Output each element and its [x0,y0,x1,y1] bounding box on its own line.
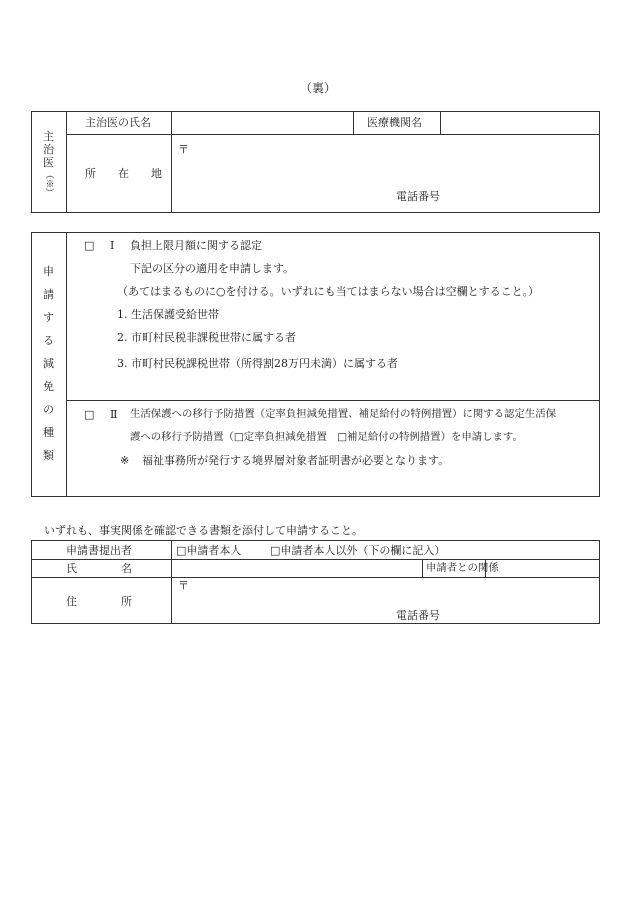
reduction-side-char: 類 [43,449,54,462]
doctor-name-field[interactable] [176,117,346,129]
reduction-side-char: 種 [43,426,54,439]
option2-note-mark: ※ [120,454,130,467]
reduction-side-char: る [43,334,54,347]
option1-item[interactable]: 3. 市町村民税課税世帯（所得割28万円未満）に属する者 [117,357,398,370]
option1-numeral: Ⅰ [110,239,115,252]
submitter-label: 申請書提出者 [66,544,132,557]
reduction-side-char: 請 [43,288,54,301]
institution-label: 医療機関名 [367,116,422,129]
submitter-name-label: 氏 名 [66,562,132,575]
doctor-address-field[interactable] [190,140,590,190]
option1-instruction: 下記の区分の適用を申請します。 [130,262,295,275]
reduction-side-char: 減 [43,357,54,370]
option2-checkbox[interactable]: □ [84,408,95,421]
institution-field[interactable] [445,117,595,129]
submitter-option-other[interactable]: □申請者本人以外（下の欄に記入） [270,544,446,557]
attachment-note: いずれも、事実関係を確認できる書類を添付して申請すること。 [44,524,363,537]
submitter-name-field[interactable] [174,561,418,575]
doctor-phone-label: 電話番号 [396,190,440,203]
submitter-address-label: 住 所 [66,595,132,608]
reduction-side-char: 免 [43,380,54,393]
doctor-address-label: 所 在 地 [85,167,162,180]
doctor-postal-mark: 〒 [178,143,189,156]
submitter-address-field[interactable] [190,580,590,606]
option2-line1: 生活保護への移行予防措置（定率負担減免措置、補足給付の特例措置）に関する認定生活保 [130,408,557,420]
relation-label: 申請者との関係 [426,562,499,574]
reduction-side-char: の [43,403,54,416]
reduction-side-char: 申 [43,265,54,278]
option1-checkbox[interactable]: □ [84,239,95,252]
doctor-side-label [31,130,66,197]
option1-note: （あてはまるものに○を付ける。いずれにも当てはまらない場合は空欄とすること。） [117,285,540,298]
option2-numeral: Ⅱ [110,408,118,421]
doctor-side-char: 治 [43,143,54,156]
option1-title: 負担上限月額に関する認定 [130,239,262,252]
relation-field[interactable] [488,561,596,575]
submitter-postal-mark: 〒 [178,579,189,592]
doctor-side-char: 主 [43,130,54,143]
option1-item[interactable]: 2. 市町村民税非課税世帯に属する者 [117,331,296,344]
doctor-side-char: （※） [43,170,54,197]
page-heading: （裏） [300,81,337,95]
submitter-option-self[interactable]: □申請者本人 [176,544,242,557]
option2-line2: 護への移行予防措置（□定率負担減免措置 □補足給付の特例措置）を申請します。 [130,431,523,443]
option1-item[interactable]: 1. 生活保護受給世帯 [117,308,219,321]
reduction-side-label [31,266,66,473]
doctor-name-label: 主治医の氏名 [85,116,151,129]
reduction-side-char: す [43,311,54,324]
submitter-phone-label: 電話番号 [396,609,440,622]
doctor-side-char: 医 [43,156,54,169]
option2-note: 福祉事務所が発行する境界層対象者証明書が必要となります。 [142,454,450,467]
